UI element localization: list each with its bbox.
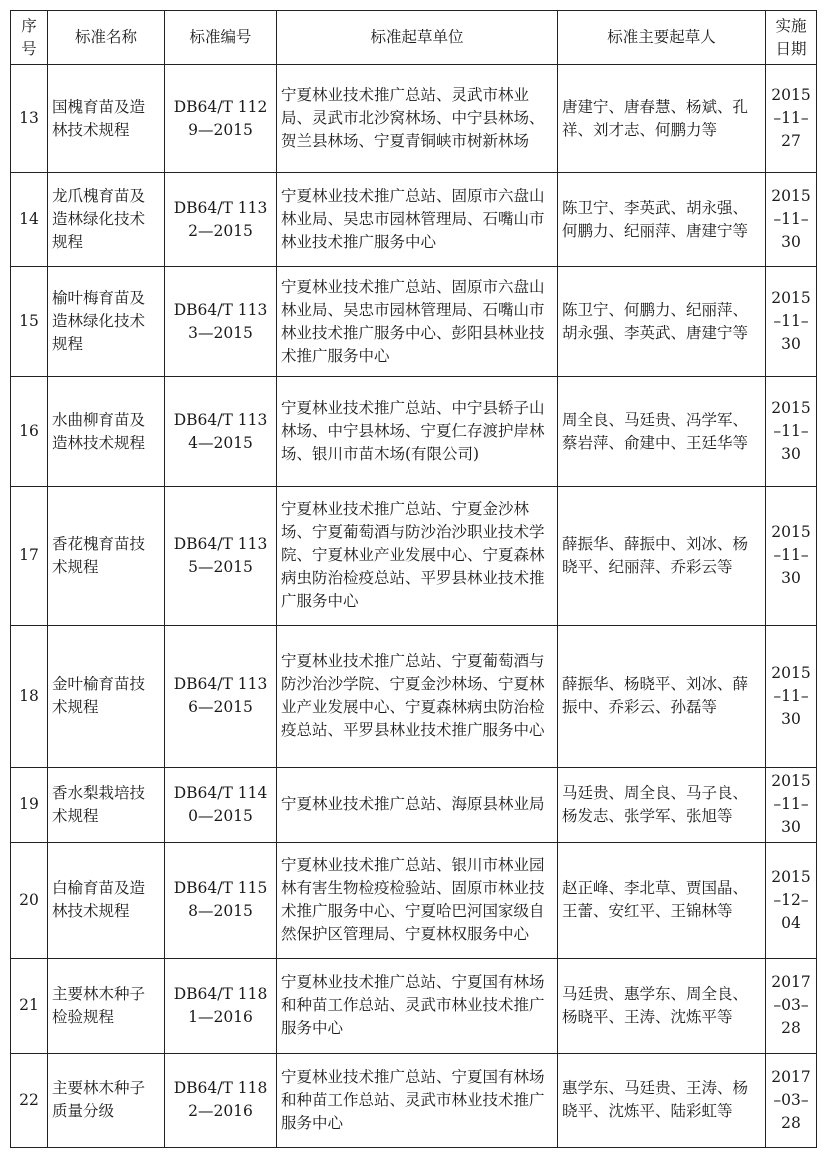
cell-unit: 宁夏林业技术推广总站、宁夏金沙林场、宁夏葡萄酒与防沙治沙职业技术学院、宁夏林业产业发展中心、宁夏森林病虫防治检疫总站、平罗县林业技术推广服务中心	[277, 487, 558, 625]
cell-authors: 陈卫宁、李英武、胡永强、何鹏力、纪丽萍、唐建宁等	[558, 173, 766, 267]
cell-code: DB64/T 1136—2015	[165, 625, 277, 767]
cell-unit: 宁夏林业技术推广总站、中宁县轿子山林场、中宁县林场、宁夏仁存渡护岸林场、银川市苗木场(有限公司)	[277, 377, 558, 487]
cell-name: 国槐育苗及造林技术规程	[48, 65, 165, 173]
standards-table	[10, 10, 817, 1148]
cell-code: DB64/T 1181—2016	[165, 959, 277, 1054]
cell-no: 19	[11, 768, 48, 843]
cell-no: 17	[11, 487, 48, 625]
header-unit: 标准起草单位	[277, 11, 558, 65]
table-row	[11, 65, 817, 173]
cell-unit: 宁夏林业技术推广总站、宁夏葡萄酒与防沙治沙学院、宁夏金沙林场、宁夏林业产业发展中心、宁夏森林病虫防治检疫总站、平罗县林业技术推广服务中心	[277, 625, 558, 767]
cell-no: 22	[11, 1053, 48, 1147]
cell-no: 18	[11, 625, 48, 767]
cell-no: 16	[11, 377, 48, 487]
table-row	[11, 267, 817, 377]
cell-date: 2015–11–30	[766, 487, 817, 625]
header-no: 序号	[11, 11, 48, 65]
cell-unit: 宁夏林业技术推广总站、宁夏国有林场和种苗工作总站、灵武市林业技术推广服务中心	[277, 1053, 558, 1147]
cell-code: DB64/T 1135—2015	[165, 487, 277, 625]
cell-no: 13	[11, 65, 48, 173]
cell-code: DB64/T 1133—2015	[165, 267, 277, 377]
table-row	[11, 377, 817, 487]
cell-authors: 唐建宁、唐春慧、杨斌、孔祥、刘才志、何鹏力等	[558, 65, 766, 173]
cell-date: 2017–03–28	[766, 1053, 817, 1147]
table-row	[11, 959, 817, 1054]
cell-name: 龙爪槐育苗及造林绿化技术规程	[48, 173, 165, 267]
cell-date: 2015–11–30	[766, 377, 817, 487]
cell-name: 香水梨栽培技术规程	[48, 768, 165, 843]
cell-unit: 宁夏林业技术推广总站、固原市六盘山林业局、吴忠市园林管理局、石嘴山市林业技术推广服务中心、彭阳县林业技术推广服务中心	[277, 267, 558, 377]
table-row	[11, 487, 817, 625]
cell-date: 2015–11–30	[766, 173, 817, 267]
cell-name: 香花槐育苗技术规程	[48, 487, 165, 625]
cell-name: 榆叶梅育苗及造林绿化技术规程	[48, 267, 165, 377]
cell-code: DB64/T 1129—2015	[165, 65, 277, 173]
cell-date: 2015–11–30	[766, 267, 817, 377]
table-row	[11, 842, 817, 958]
cell-no: 21	[11, 959, 48, 1054]
header-row	[11, 11, 817, 65]
cell-authors: 马廷贵、惠学东、周全良、杨晓平、王涛、沈炼平等	[558, 959, 766, 1054]
cell-authors: 薛振华、杨晓平、刘冰、薛振中、乔彩云、孙磊等	[558, 625, 766, 767]
cell-code: DB64/T 1140—2015	[165, 768, 277, 843]
cell-authors: 惠学东、马廷贵、王涛、杨晓平、沈炼平、陆彩虹等	[558, 1053, 766, 1147]
cell-date: 2015–11–30	[766, 625, 817, 767]
cell-no: 14	[11, 173, 48, 267]
cell-authors: 周全良、马廷贵、冯学军、蔡岩萍、俞建中、王廷华等	[558, 377, 766, 487]
cell-no: 20	[11, 842, 48, 958]
cell-no: 15	[11, 267, 48, 377]
cell-unit: 宁夏林业技术推广总站、宁夏国有林场和种苗工作总站、灵武市林业技术推广服务中心	[277, 959, 558, 1054]
header-authors: 标准主要起草人	[558, 11, 766, 65]
cell-authors: 薛振华、薛振中、刘冰、杨晓平、纪丽萍、乔彩云等	[558, 487, 766, 625]
cell-code: DB64/T 1158—2015	[165, 842, 277, 958]
header-name: 标准名称	[48, 11, 165, 65]
table-row	[11, 768, 817, 843]
table-row	[11, 1053, 817, 1147]
cell-authors: 陈卫宁、何鹏力、纪丽萍、胡永强、李英武、唐建宁等	[558, 267, 766, 377]
cell-authors: 马廷贵、周全良、马子良、杨发志、张学军、张旭等	[558, 768, 766, 843]
cell-date: 2015–11–30	[766, 768, 817, 843]
header-code: 标准编号	[165, 11, 277, 65]
cell-authors: 赵正峰、李北草、贾国晶、王蕾、安红平、王锦林等	[558, 842, 766, 958]
cell-unit: 宁夏林业技术推广总站、灵武市林业局、灵武市北沙窝林场、中宁县林场、贺兰县林场、宁夏青铜峡市树新林场	[277, 65, 558, 173]
table-row	[11, 625, 817, 767]
cell-date: 2015–11–27	[766, 65, 817, 173]
cell-unit: 宁夏林业技术推广总站、银川市林业园林有害生物检疫检验站、固原市林业技术推广服务中心、宁夏哈巴河国家级自然保护区管理局、宁夏林权服务中心	[277, 842, 558, 958]
cell-unit: 宁夏林业技术推广总站、固原市六盘山林业局、吴忠市园林管理局、石嘴山市林业技术推广服务中心	[277, 173, 558, 267]
cell-code: DB64/T 1182—2016	[165, 1053, 277, 1147]
table-row	[11, 173, 817, 267]
cell-name: 白榆育苗及造林技术规程	[48, 842, 165, 958]
cell-code: DB64/T 1134—2015	[165, 377, 277, 487]
cell-date: 2017–03–28	[766, 959, 817, 1054]
header-date: 实施日期	[766, 11, 817, 65]
cell-name: 金叶榆育苗技术规程	[48, 625, 165, 767]
cell-unit: 宁夏林业技术推广总站、海原县林业局	[277, 768, 558, 843]
cell-name: 主要林木种子质量分级	[48, 1053, 165, 1147]
cell-code: DB64/T 1132—2015	[165, 173, 277, 267]
cell-date: 2015–12–04	[766, 842, 817, 958]
cell-name: 水曲柳育苗及造林技术规程	[48, 377, 165, 487]
cell-name: 主要林木种子检验规程	[48, 959, 165, 1054]
table-body	[11, 65, 817, 1148]
